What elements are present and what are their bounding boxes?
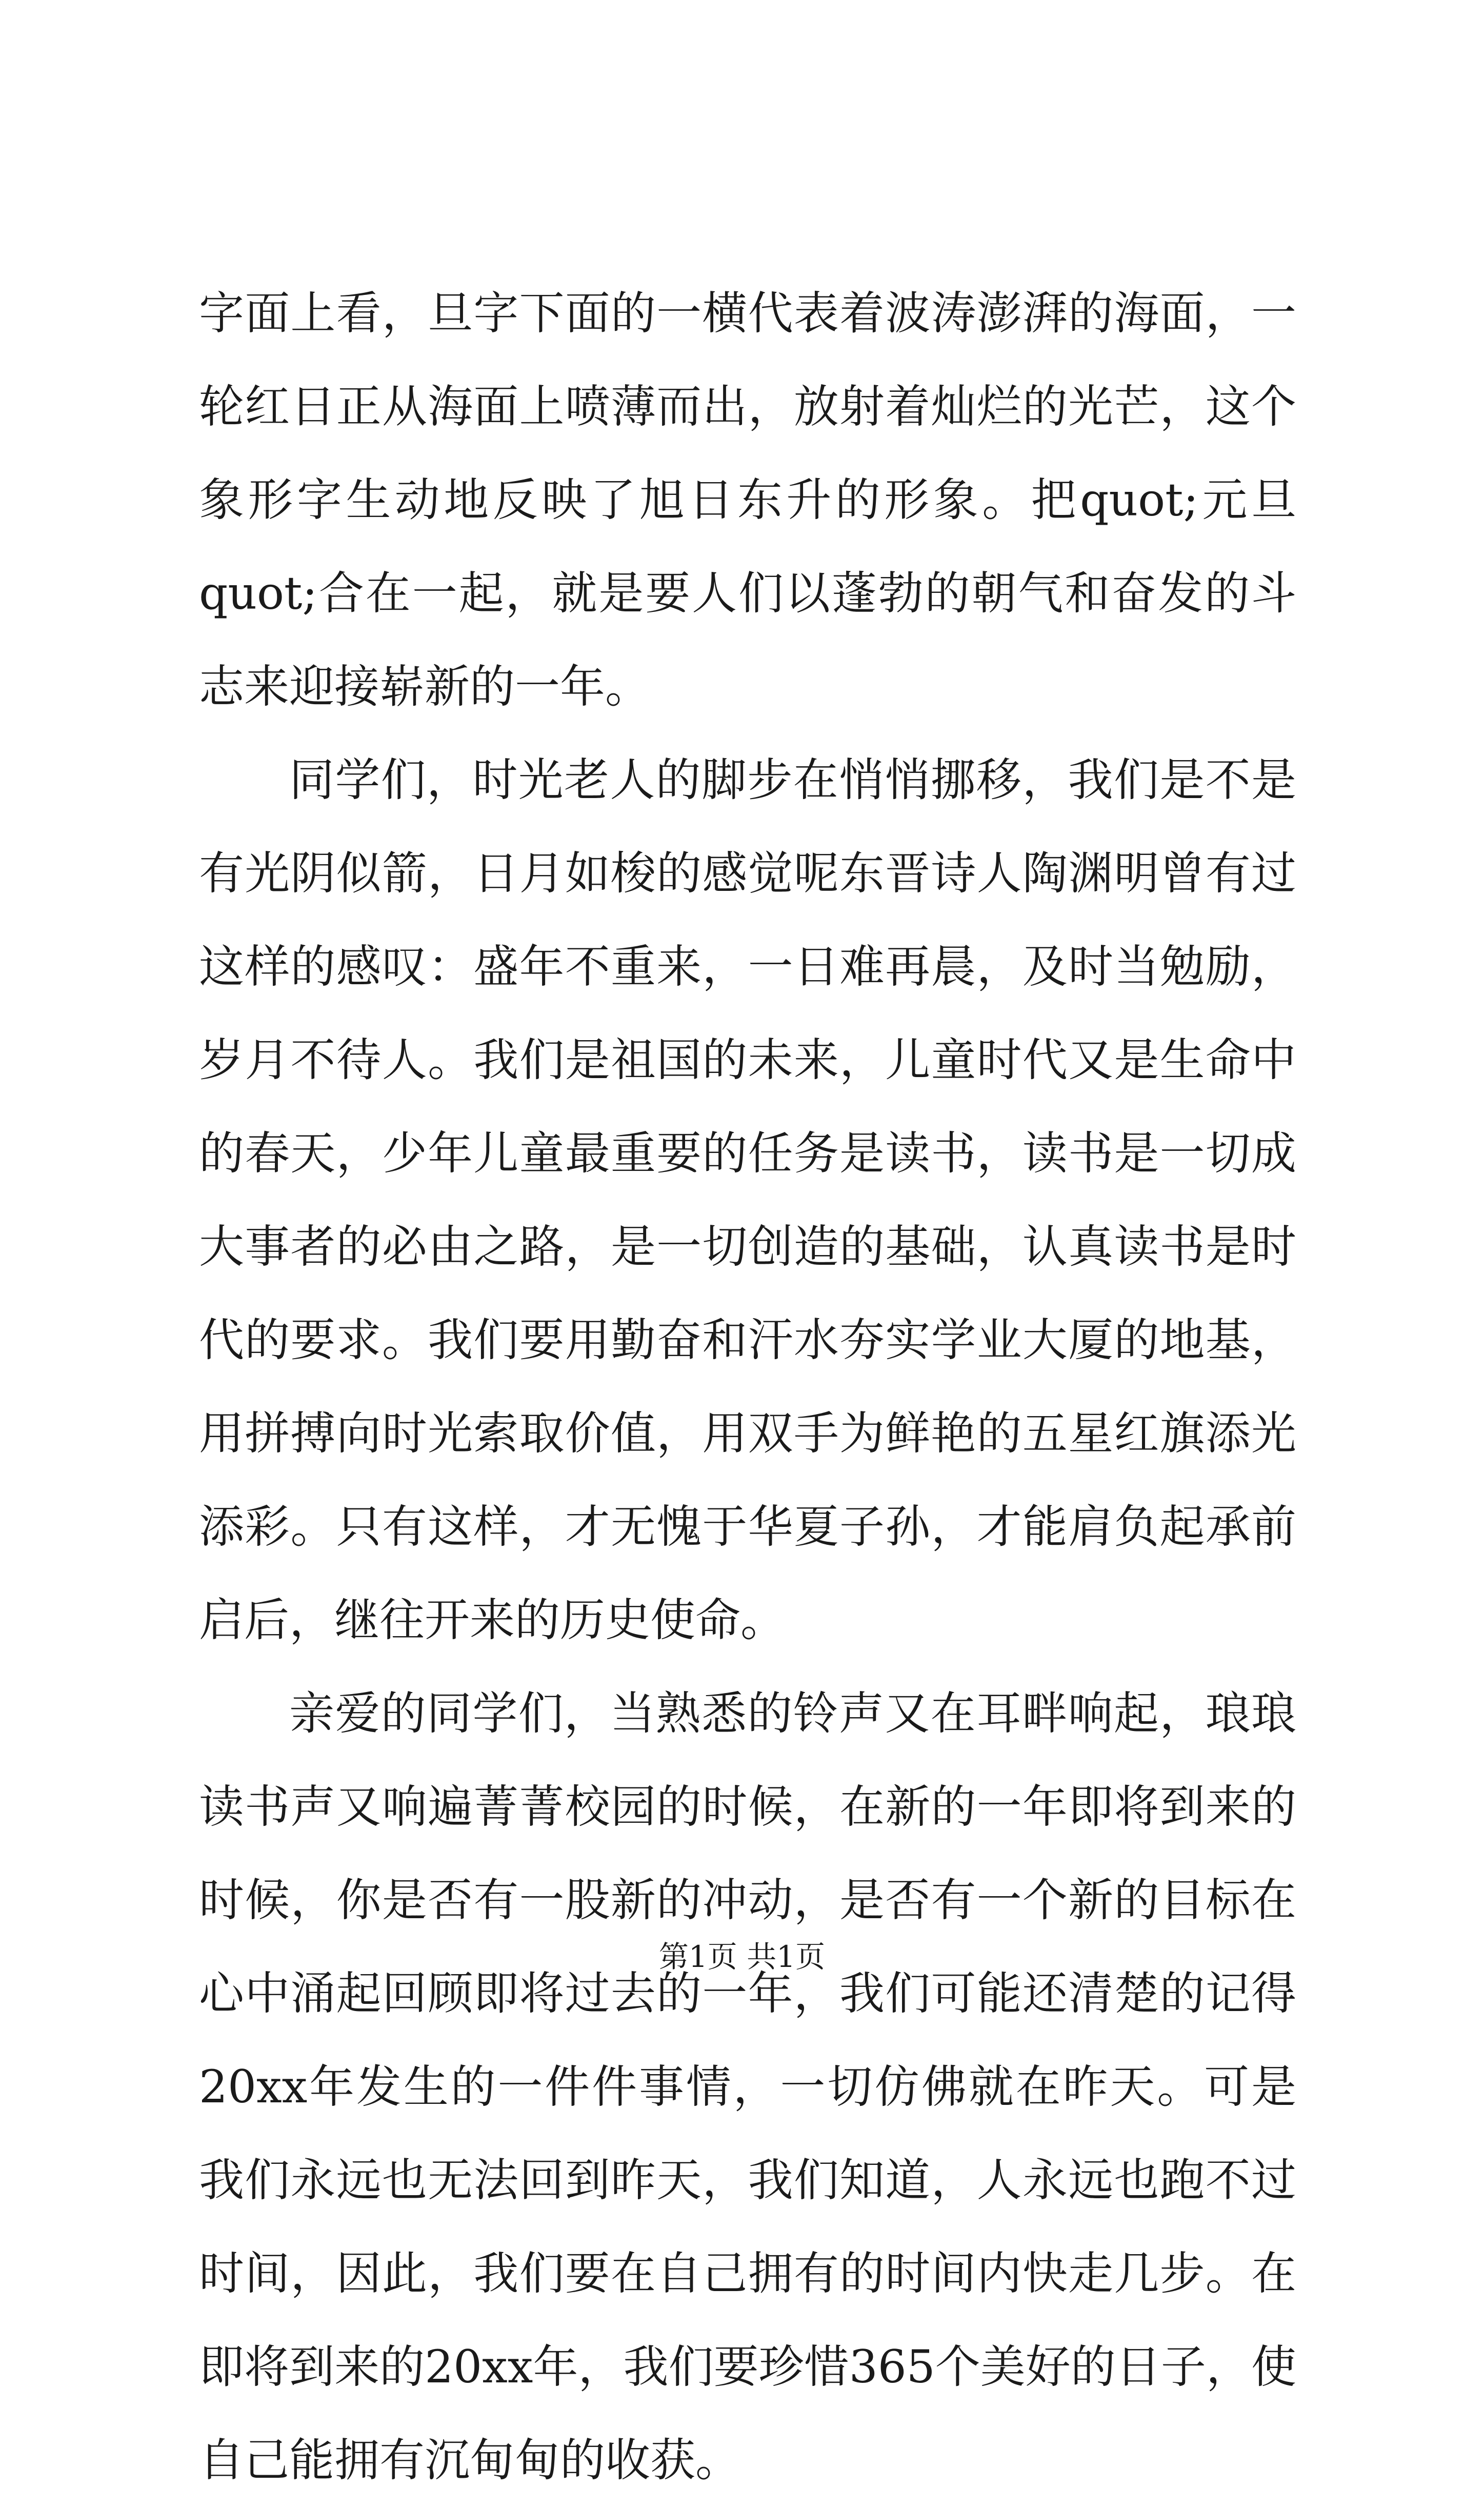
paragraph: 亲爱的同学们，当熟悉的铃声又在耳畔响起，琅琅读书声又响遍菁菁校园的时候，在新的一年即将到来的时候，你是否有一股新的冲动，是否有一个新的目标在心中涌起回顾即将过去的一年，我们可能还清楚的记得20xx年发生的一件件事情，一切仿佛就在昨天。可是我们永远也无法回到昨天，我们知道，人永远也跑不过时间，因此，我们要在自己拥有的时间内快走几步。在即将到来的20xx年，我们要珍惜365个美好的日子，使自己能拥有沉甸甸的收获。 (199, 1687, 1296, 2486)
paragraph: 同学们，时光老人的脚步在悄悄挪移，我们是不是有光阴似箭，日月如梭的感觉呢东晋诗人陶渊明曾有过这样的感叹：盛年不重来，一日难再晨，及时当勉励，岁月不待人。我们是祖国的未来，儿童时代又是生命中的春天，少年儿童最重要的任务是读书，读书是一切成大事者的必由之路，是一切创造的基础，认真读书是时代的要求。我们要用勤奋和汗水夯实学业大厦的地基，用拼搏向时光索取价值，用双手为鲜艳的五星红旗添光添彩。只有这样，才无愧于华夏子孙，才能肩负起承前启后，继往开来的历史使命。 (199, 753, 1296, 1646)
paragraph-continuation: 字面上看，旦字下面的一横代表着波涛澎湃的海面，一轮红日正从海面上喷薄而出，放射着灿烂的光芒，这个象形字生动地反映了旭日东升的形象。把quot;元旦quot;合在一起，就是要人们以蓬勃的朝气和奋发的斗志来迎接崭新的一年。 (199, 287, 1296, 713)
page-number: 第1页 共1页 (658, 1939, 826, 1974)
page-footer (0, 1936, 1484, 1977)
document-body (199, 267, 1296, 2507)
